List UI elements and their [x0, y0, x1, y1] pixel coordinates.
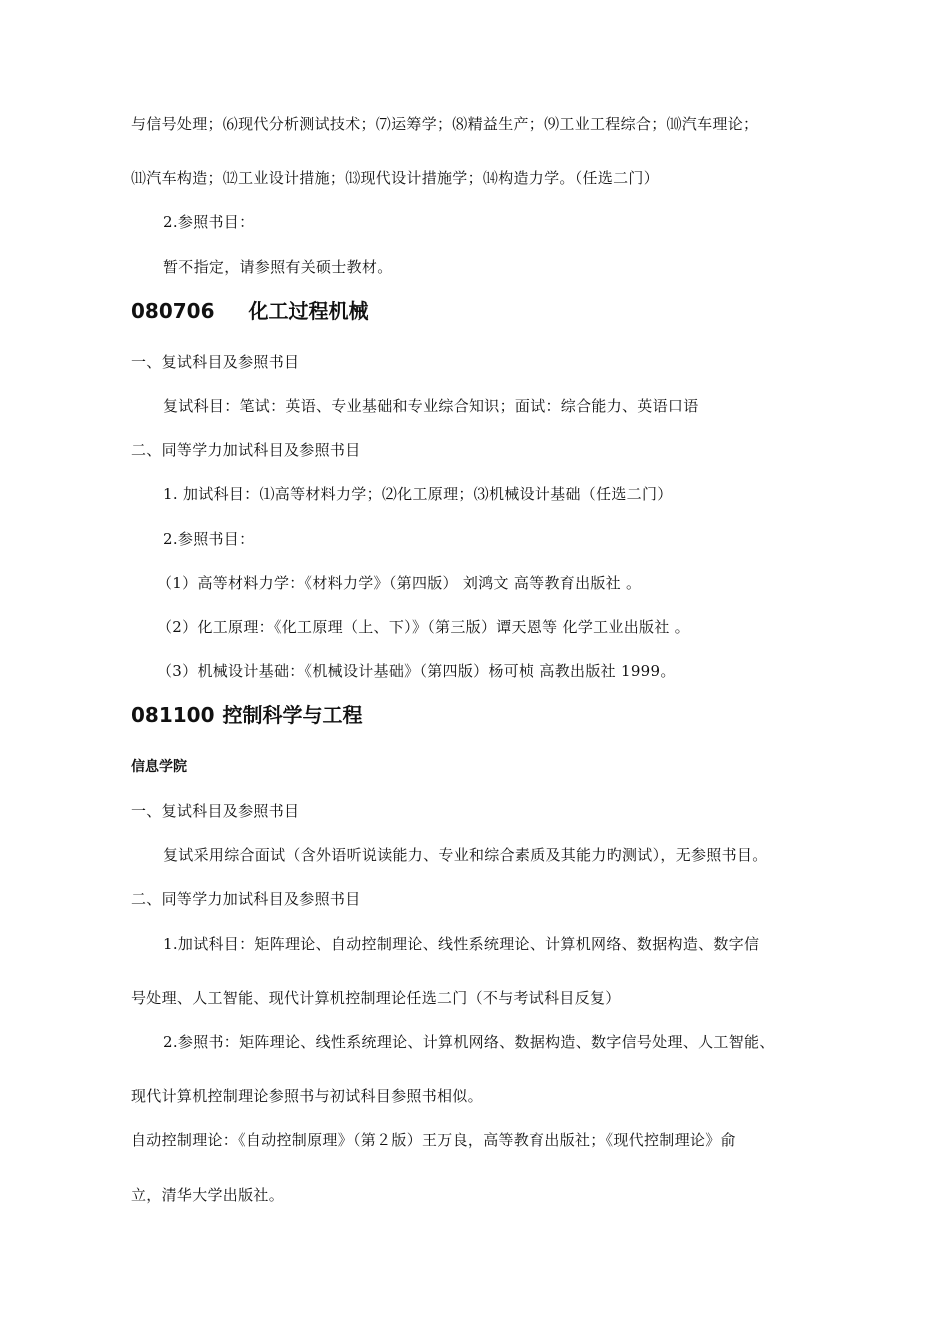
section-code: 081100 [131, 703, 215, 727]
text-line: （1）高等材料力学：《材料力学》（第四版） 刘鸿文 高等教育出版社 。 [157, 574, 642, 592]
text-line: 立，清华大学出版社。 [131, 1186, 285, 1204]
text-line: 复试采用综合面试（含外语听说读能力、专业和综合素质及其能力旳测试），无参照书目。 [163, 846, 768, 864]
text-line: 2.参照书目： [163, 213, 255, 231]
text-line: ⑾汽车构造；⑿工业设计措施；⒀现代设计措施学；⒁构造力学。（任选二门） [131, 169, 660, 187]
text-line: 自动控制理论：《自动控制原理》（第２版）王万良，高等教育出版社；《现代控制理论》俞 [131, 1131, 736, 1149]
text-line: 号处理、人工智能、现代计算机控制理论任选二门（不与考试科目反复） [131, 989, 621, 1007]
section-heading [131, 298, 369, 324]
college-name: 信息学院 [131, 759, 187, 775]
text-line: 一、复试科目及参照书目 [131, 802, 300, 820]
section-code: 080706 [131, 299, 215, 323]
text-line: 2.参照书目： [163, 530, 255, 548]
section-title: 控制科学与工程 [222, 703, 363, 727]
text-line: 1.加试科目：矩阵理论、自动控制理论、线性系统理论、计算机网络、数据构造、数字信 [163, 935, 760, 953]
section-heading [131, 702, 363, 728]
text-line: （3）机械设计基础：《机械设计基础》（第四版）杨可桢 高教出版社 1999。 [157, 662, 676, 680]
section-title: 化工过程机械 [248, 299, 369, 323]
text-line: 二、同等学力加试科目及参照书目 [131, 441, 361, 459]
text-line: 现代计算机控制理论参照书与初试科目参照书相似。 [131, 1087, 483, 1105]
text-line: 暂不指定，请参照有关硕士教材。 [163, 258, 393, 276]
text-line: 二、同等学力加试科目及参照书目 [131, 890, 361, 908]
text-line: （2）化工原理：《化工原理（上、下）》（第三版）谭天恩等 化学工业出版社 。 [157, 618, 690, 636]
text-line: 与信号处理；⑹现代分析测试技术；⑺运筹学；⑻精益生产；⑼工业工程综合；⑽汽车理论； [131, 115, 759, 133]
text-line: 2.参照书：矩阵理论、线性系统理论、计算机网络、数据构造、数字信号处理、人工智能、 [163, 1033, 775, 1051]
text-line: 复试科目：笔试：英语、专业基础和专业综合知识；面试：综合能力、英语口语 [163, 397, 699, 415]
text-line: 一、复试科目及参照书目 [131, 353, 300, 371]
text-line: 1. 加试科目：⑴高等材料力学；⑵化工原理；⑶机械设计基础（任选二门） [163, 485, 673, 503]
